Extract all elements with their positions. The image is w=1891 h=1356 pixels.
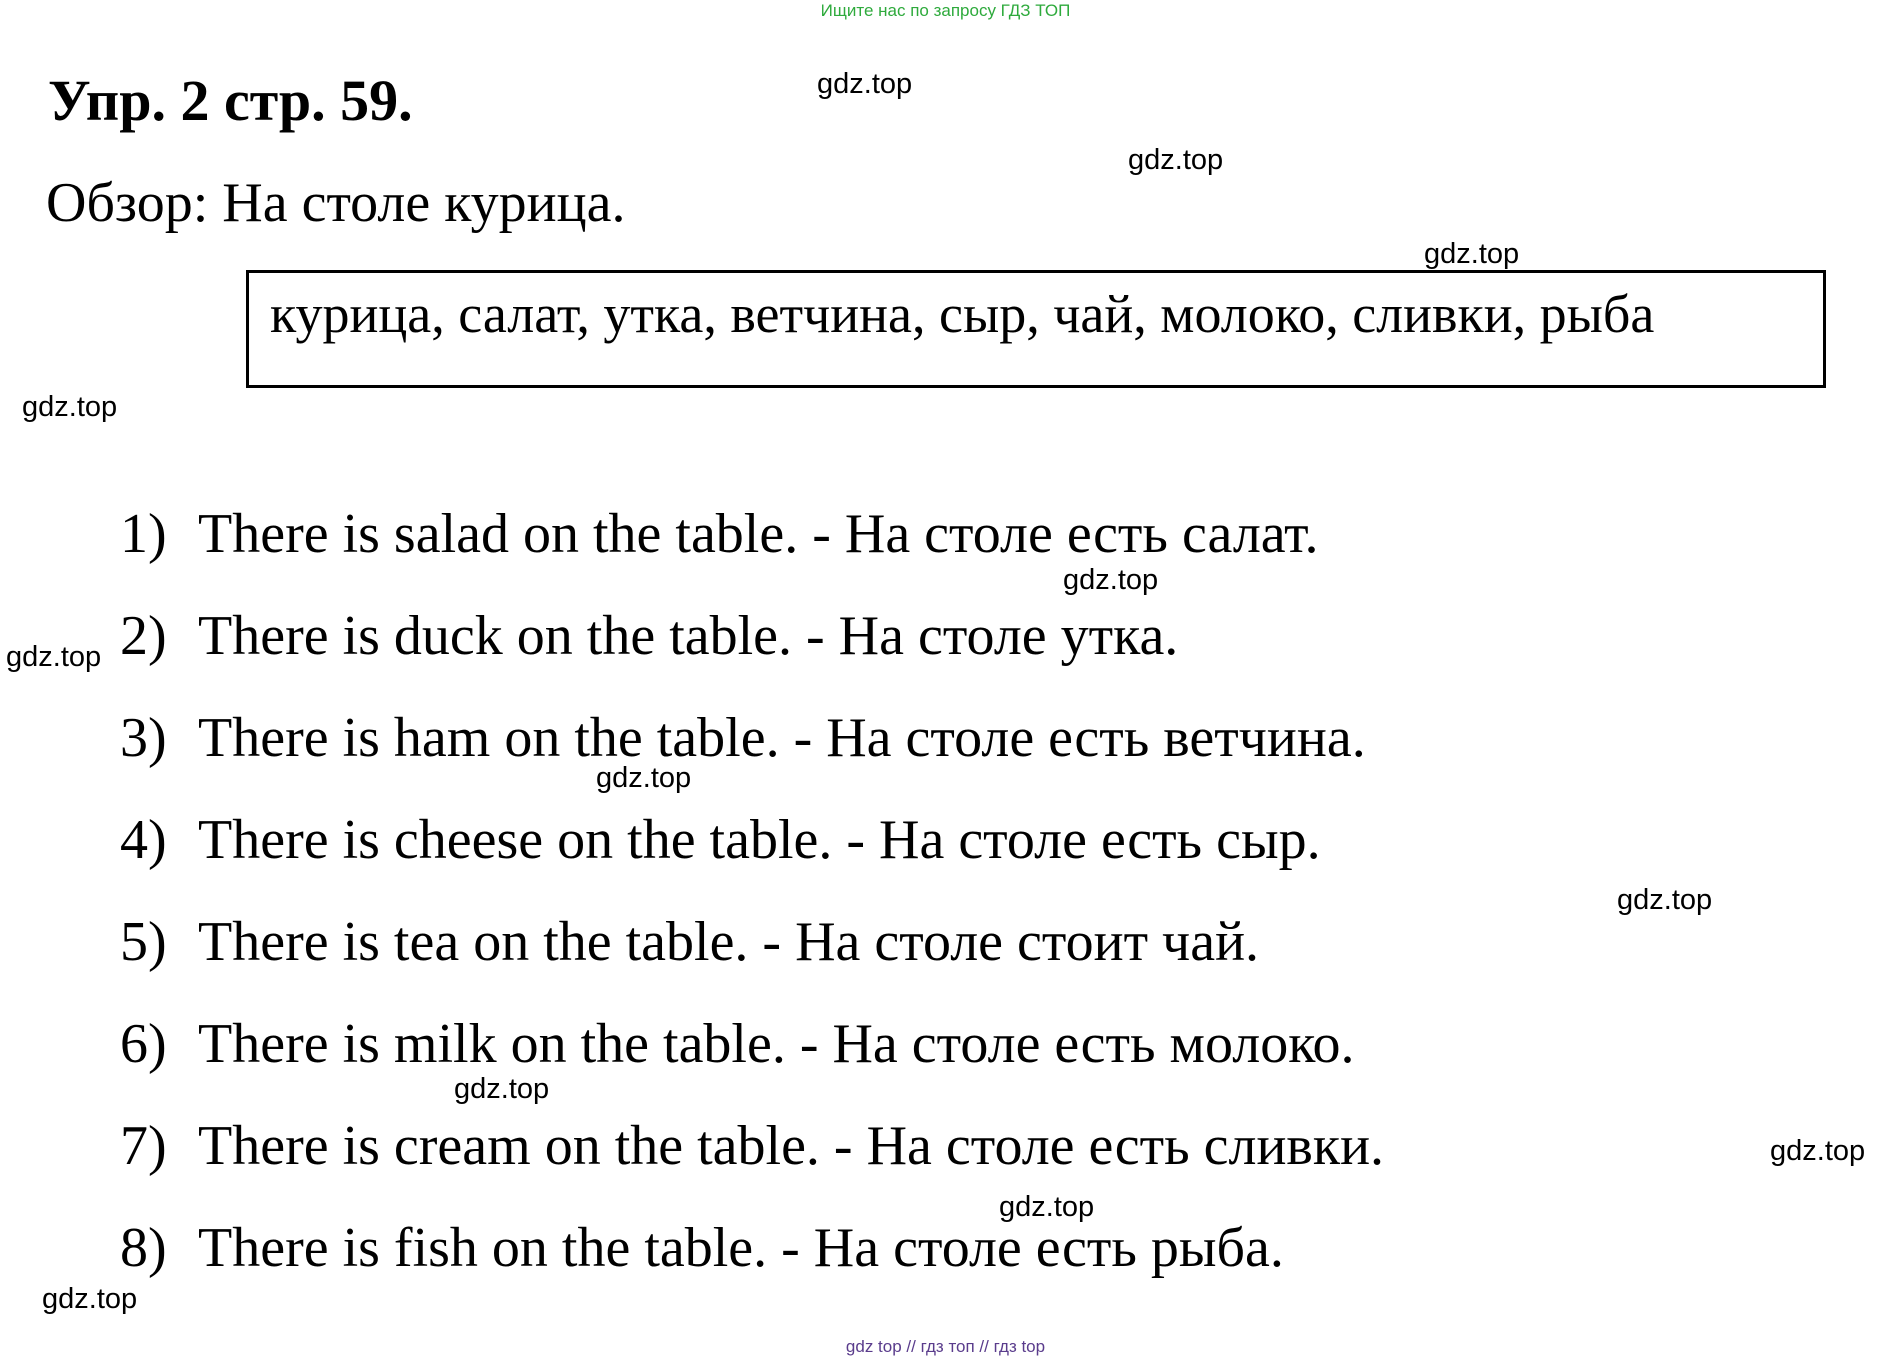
item-text: There is cheese on the table. - На столе есть сыр. [198, 809, 1321, 871]
footer-links: gdz top // гдз топ // гдз top [845, 1337, 1046, 1356]
watermark: gdz.top [1063, 564, 1159, 596]
item-number: 3) [120, 707, 167, 769]
item-text: There is fish on the table. - На столе есть рыба. [198, 1217, 1284, 1279]
item-number: 5) [120, 911, 167, 973]
watermark: gdz.top [1617, 884, 1713, 916]
item-text: There is ham on the table. - На столе есть ветчина. [198, 707, 1366, 769]
top-banner: Ищите нас по запросу ГДЗ ТОП [820, 1, 1071, 20]
item-number: 6) [120, 1013, 167, 1075]
overview-sentence: Обзор: На столе курица. [46, 172, 626, 234]
item-number: 7) [120, 1115, 167, 1177]
item-text: There is cream on the table. - На столе есть сливки. [198, 1115, 1385, 1177]
watermark: gdz.top [999, 1191, 1095, 1223]
item-text: There is salad on the table. - На столе есть салат. [198, 503, 1319, 565]
item-text: There is tea on the table. - На столе стоит чай. [198, 911, 1260, 973]
watermark: gdz.top [1424, 238, 1520, 270]
item-number: 1) [120, 503, 167, 565]
watermark: gdz.top [817, 68, 913, 100]
word-box [246, 270, 1826, 388]
item-number: 4) [120, 809, 167, 871]
exercise-title: Упр. 2 стр. 59. [48, 68, 413, 133]
watermark: gdz.top [6, 641, 102, 673]
watermark: gdz.top [1770, 1135, 1866, 1167]
watermark: gdz.top [42, 1283, 138, 1315]
item-number: 2) [120, 605, 167, 667]
item-text: There is milk on the table. - На столе есть молоко. [198, 1013, 1355, 1075]
watermark: gdz.top [1128, 144, 1224, 176]
watermark: gdz.top [454, 1073, 550, 1105]
word-box-text: курица, салат, утка, ветчина, сыр, чай, молоко, сливки, рыба [270, 284, 1655, 344]
item-text: There is duck on the table. - На столе утка. [198, 605, 1179, 667]
item-number: 8) [120, 1217, 167, 1279]
watermark: gdz.top [596, 762, 692, 794]
watermark: gdz.top [22, 391, 118, 423]
